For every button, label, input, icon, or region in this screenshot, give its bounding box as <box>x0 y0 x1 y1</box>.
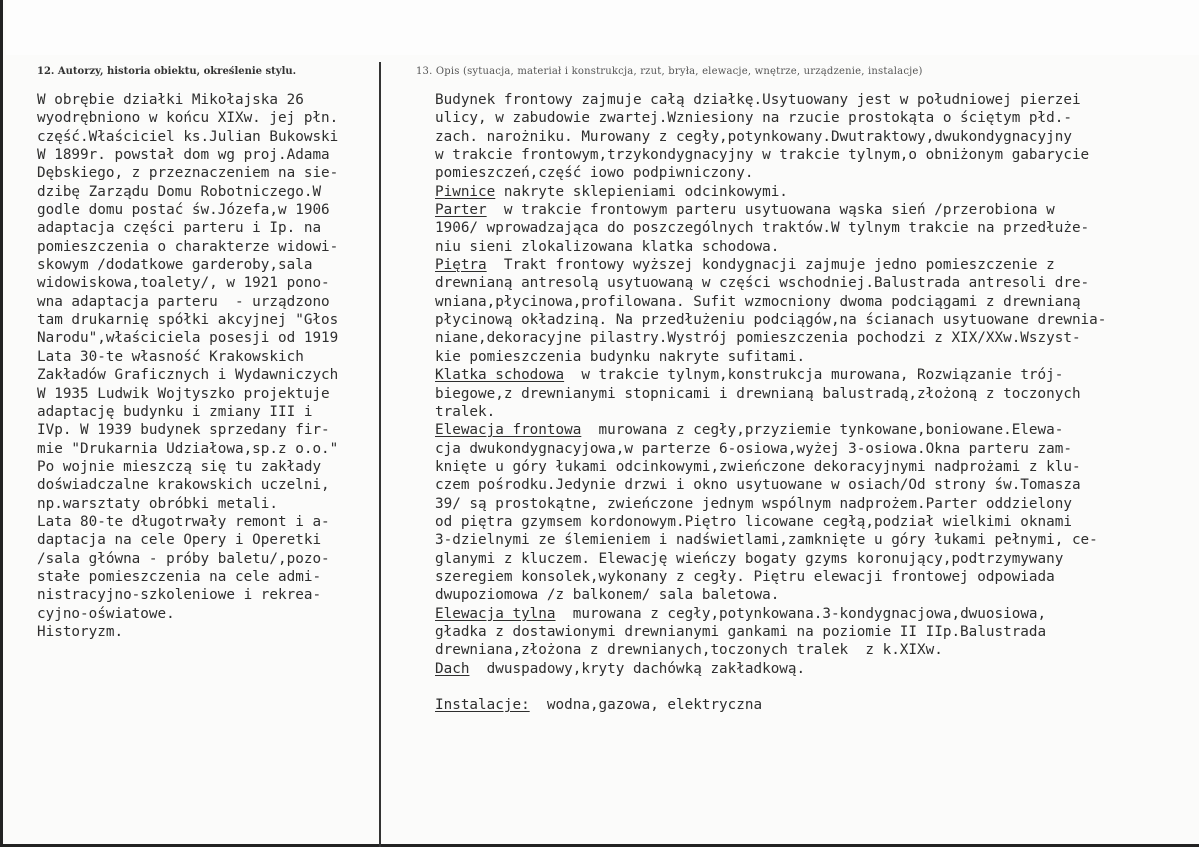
description-text: knięte u góry łukami odcinkowymi,zwieńczone dekoracyjnymi nadprożami z klu- <box>435 458 1081 475</box>
description-text: czem pośrodku.Jedynie drzwi i okno usytuowane w osiach/Od strony św.Tomasza <box>435 477 1081 494</box>
description-line <box>435 660 1195 678</box>
history-line: Zakładów Graficznych i Wydawniczych <box>37 367 339 384</box>
description-text: dwupoziomowa /z balkonem/ sala baletowa. <box>435 587 780 604</box>
description-text: wniana,płycinowa,profilowana. Sufit wzmocniony dwoma podciągami z drewnianą <box>435 293 1081 310</box>
history-line: daptacja na cele Opery i Operetki <box>37 532 322 549</box>
description-text: cja dwukondygnacyjowa,w parterze 6-osiowa,wyżej 3-osiowa.Okna parteru zam- <box>435 440 1072 457</box>
description-text: biegowe,z drewnianymi stopnicami i drewnianą balustradą,złożoną z toczonych <box>435 385 1081 402</box>
description-text: od piętra gzymsem kordonowym.Piętro licowane cegłą,podział wielkimi oknami <box>435 513 1072 530</box>
description-line <box>435 366 1195 384</box>
history-line: stałe pomieszczenia na cele admi- <box>37 568 322 585</box>
description-text: szeregiem konsolek,wykonany z cegły. Piętru elewacji frontowej odpowiada <box>435 568 1055 585</box>
description-line <box>435 586 1195 604</box>
history-line: wyodrębniono w końcu XIXw. jej płn. <box>37 110 339 127</box>
description-line <box>435 256 1195 274</box>
description-text: płycinową okładziną. Na przedłużeniu podciągów,na ścianach usytuowane drewnia- <box>435 312 1107 329</box>
history-line: Dębskiego, z przeznaczeniem na sie- <box>37 165 339 182</box>
history-text-column <box>37 91 375 641</box>
history-line: IVp. W 1939 budynek sprzedany fir- <box>37 422 330 439</box>
history-line: widowiskowa,toalety/, w 1921 pono- <box>37 275 330 292</box>
description-text: pomieszczeń,część iowo podpiwniczony. <box>435 165 754 182</box>
description-text: w trakcie frontowym parteru usytuowana wąska sień /przerobiona w <box>486 202 1055 219</box>
history-line: doświadczalne krakowskich uczelni, <box>37 477 330 494</box>
description-line <box>435 329 1195 347</box>
description-line <box>435 641 1195 659</box>
description-text: w trakcie frontowym,trzykondygnacyjny w trakcie tylnym,o obniżonym gabarycie <box>435 147 1090 164</box>
installations-gap <box>530 697 547 713</box>
description-line <box>435 440 1195 458</box>
description-line <box>435 623 1195 641</box>
history-line: adaptację budynku i zmiany III i <box>37 403 313 420</box>
description-line <box>435 164 1195 182</box>
description-text: 1906/ wprowadzająca do poszczególnych traktów.W tylnym trakcie na przedłuże- <box>435 220 1090 237</box>
description-line <box>435 238 1195 256</box>
description-text: kie pomieszczenia budynku nakryte sufitami. <box>435 348 806 365</box>
description-line <box>435 128 1195 146</box>
sheet-top-margin <box>6 0 1199 55</box>
history-line: wna adaptacja parteru - urządzono <box>37 293 330 310</box>
description-line <box>435 274 1195 292</box>
description-text: ulicy, w zabudowie zwartej.Wzniesiony na rzucie prostokąta o ściętym płd.- <box>435 110 1072 127</box>
section-13-header: 13. Opis (sytuacja, materiał i konstrukcja, rzut, bryła, elewacje, wnętrze, urządzenie, instalacje) <box>416 66 923 77</box>
history-line: W 1935 Ludwik Wojtyszko projektuje <box>37 385 330 402</box>
description-line <box>435 605 1195 623</box>
installations-label: Instalacje: <box>435 697 530 713</box>
section-heading: Elewacja tylna <box>435 605 556 622</box>
history-line: część.Właściciel ks.Julian Bukowski <box>37 128 339 145</box>
history-line: mie "Drukarnia Udziałowa,sp.z o.o." <box>37 440 339 457</box>
description-line <box>435 201 1195 219</box>
history-line: W 1899r. powstał dom wg proj.Adama <box>37 147 330 164</box>
description-line <box>435 183 1195 201</box>
description-line <box>435 421 1195 439</box>
history-line: pomieszczenia o charakterze widowi- <box>37 238 339 255</box>
history-line: Po wojnie mieszczą się tu zakłady <box>37 458 322 475</box>
description-line <box>435 476 1195 494</box>
description-line <box>435 109 1195 127</box>
description-line <box>435 513 1195 531</box>
section-12-header: 12. Autorzy, historia obiektu, określenie stylu. <box>37 66 297 77</box>
spacer <box>435 678 1195 696</box>
history-line: Historyzm. <box>37 623 124 640</box>
description-line <box>435 568 1195 586</box>
description-line <box>435 91 1195 109</box>
description-text: glanymi z kluczem. Elewację wieńczy bogaty gzyms koronujący,podtrzymywany <box>435 550 1064 567</box>
description-text: 39/ są prostokątne, zwieńczone jednym wspólnym nadprożem.Parter oddzielony <box>435 495 1072 512</box>
section-heading: Klatka schodowa <box>435 367 565 384</box>
history-line: skowym /dodatkowe garderoby,sala <box>37 257 313 274</box>
description-line <box>435 385 1195 403</box>
description-line <box>435 293 1195 311</box>
section-heading: Piwnice <box>435 183 496 200</box>
description-line <box>435 219 1195 237</box>
description-line <box>435 458 1195 476</box>
description-text: murowana z cegły,przyziemie tynkowane,boniowane.Elewa- <box>581 422 1064 439</box>
history-line: Lata 30-te własność Krakowskich <box>37 348 304 365</box>
description-text: drewniana,złożona z drewnianych,toczonych tralek z k.XIXw. <box>435 642 943 659</box>
history-line: tam drukarnię spółki akcyjnej "Głos <box>37 312 339 329</box>
description-line <box>435 403 1195 421</box>
column-divider <box>379 62 381 847</box>
description-text: gładka z dostawionymi drewnianymi gankami na poziomie II IIp.Balustrada <box>435 623 1047 640</box>
description-line <box>435 495 1195 513</box>
description-text: drewnianą antresolą usytuowaną w części wschodniej.Balustrada antresoli dre- <box>435 275 1090 292</box>
section-heading: Parter <box>435 202 487 219</box>
section-heading: Dach <box>435 660 470 677</box>
history-line: W obrębie działki Mikołajska 26 <box>37 92 304 108</box>
description-text: zach. narożniku. Murowany z cegły,potynkowany.Dwutraktowy,dwukondygnacyjny <box>435 128 1072 145</box>
description-line <box>435 531 1195 549</box>
description-text: Trakt frontowy wyższej kondygnacji zajmuje jedno pomieszczenie z <box>486 257 1055 274</box>
history-line: np.warsztaty obróbki metali. <box>37 495 279 512</box>
description-text: dwuspadowy,kryty dachówką zakładkową. <box>469 660 806 677</box>
description-text: niu sieni zlokalizowana klatka schodowa. <box>435 238 780 255</box>
description-text: tralek. <box>435 403 496 420</box>
history-line: cyjno-oświatowe. <box>37 605 175 622</box>
history-line: Narodu",właściciela posesji od 1919 <box>37 330 339 347</box>
section-heading: Piętra <box>435 257 487 274</box>
description-text: 3-dzielnymi ze ślemieniem i nadświetlami,zamknięte u góry łukami pełnymi, ce- <box>435 532 1098 549</box>
description-text: niane,dekoracyjne pilastry.Wystrój pomieszczenia pochodzi z XIX/XXw.Wszyst- <box>435 330 1081 347</box>
history-line: dzibę Zarządu Domu Robotniczego.W <box>37 183 322 200</box>
description-text: Budynek frontowy zajmuje całą działkę.Usytuowany jest w południowej pierzei <box>435 92 1081 108</box>
description-line <box>435 311 1195 329</box>
history-line: Lata 80-te długotrwały remont i a- <box>37 513 330 530</box>
description-text: w trakcie tylnym,konstrukcja murowana, Rozwiązanie trój- <box>564 367 1064 384</box>
description-line <box>435 550 1195 568</box>
installations-line <box>435 696 1195 714</box>
history-line: nistracyjno-szkoleniowe i rekrea- <box>37 587 322 604</box>
history-line: /sala główna - próby baletu/,pozo- <box>37 550 330 567</box>
description-text: murowana z cegły,potynkowana.3-kondygnacjowa,dwuosiowa, <box>555 605 1047 622</box>
description-line <box>435 146 1195 164</box>
history-line: adaptacja części parteru i Ip. na <box>37 220 322 237</box>
section-heading: Elewacja frontowa <box>435 422 582 439</box>
history-line: godle domu postać św.Józefa,w 1906 <box>37 202 330 219</box>
description-text: nakryte sklepieniami odcinkowymi. <box>495 183 788 200</box>
installations-value: wodna,gazowa, elektryczna <box>546 697 763 713</box>
description-text-column <box>435 91 1195 714</box>
description-line <box>435 348 1195 366</box>
